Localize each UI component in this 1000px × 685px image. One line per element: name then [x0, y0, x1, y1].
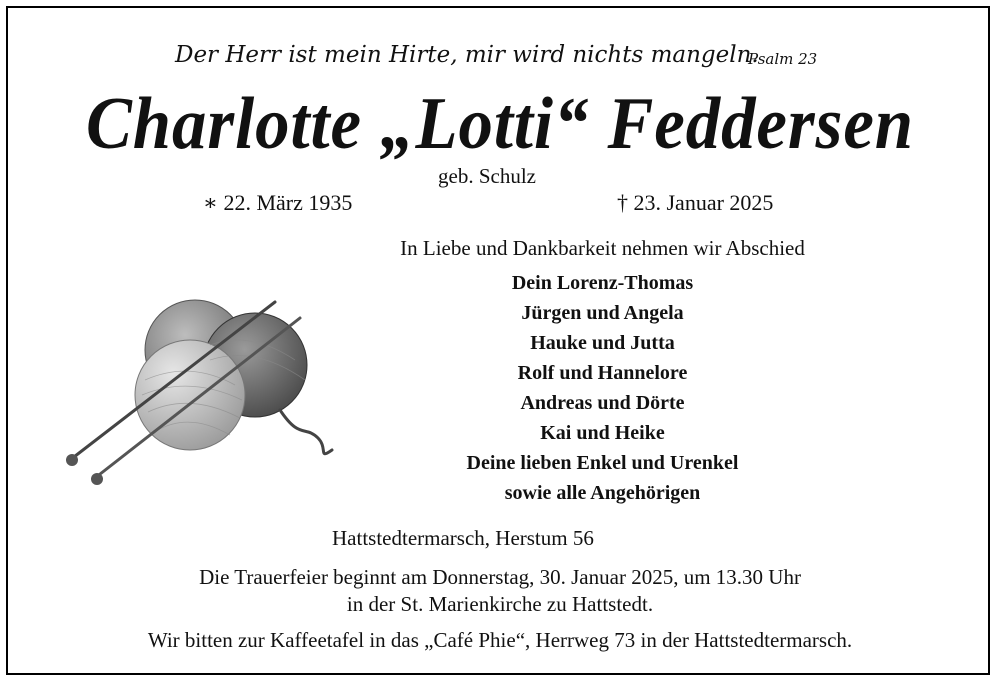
mourner-line: Deine lieben Enkel und Urenkel: [466, 452, 739, 474]
mourner-line: Kai und Heike: [540, 422, 665, 444]
mourner-line: Andreas und Dörte: [520, 392, 685, 414]
mourner-line: Rolf und Hannelore: [517, 362, 688, 384]
service-info-line1: Die Trauerfeier beginnt am Donnerstag, 30. Januar 2025, um 13.30 Uhr: [199, 565, 801, 589]
deceased-name: Charlotte „Lotti“ Feddersen: [85, 83, 915, 165]
mourner-line: Dein Lorenz-Thomas: [511, 272, 694, 294]
mourner-line: Hauke und Jutta: [530, 332, 675, 354]
death-date: † 23. Januar 2025: [617, 190, 774, 215]
mourner-line: Jürgen und Angela: [521, 302, 684, 324]
psalm-reference: Psalm 23: [748, 50, 818, 68]
mourners-list: [0, 268, 1000, 508]
maiden-name: geb. Schulz: [438, 164, 536, 188]
coffee-invitation: Wir bitten zur Kaffeetafel in das „Café Phie“, Herrweg 73 in der Hattstedtermarsch.: [147, 628, 853, 652]
birth-date: ∗ 22. März 1935: [203, 190, 353, 215]
service-info-line2: in der St. Marienkirche zu Hattstedt.: [346, 592, 654, 616]
farewell-intro: In Liebe und Dankbarkeit nehmen wir Abschied: [400, 236, 805, 260]
mourner-line: sowie alle Angehörigen: [504, 482, 701, 504]
family-address: Hattstedtermarsch, Herstum 56: [332, 526, 594, 550]
psalm-verse: Der Herr ist mein Hirte, mir wird nichts mangeln.: [175, 42, 759, 68]
